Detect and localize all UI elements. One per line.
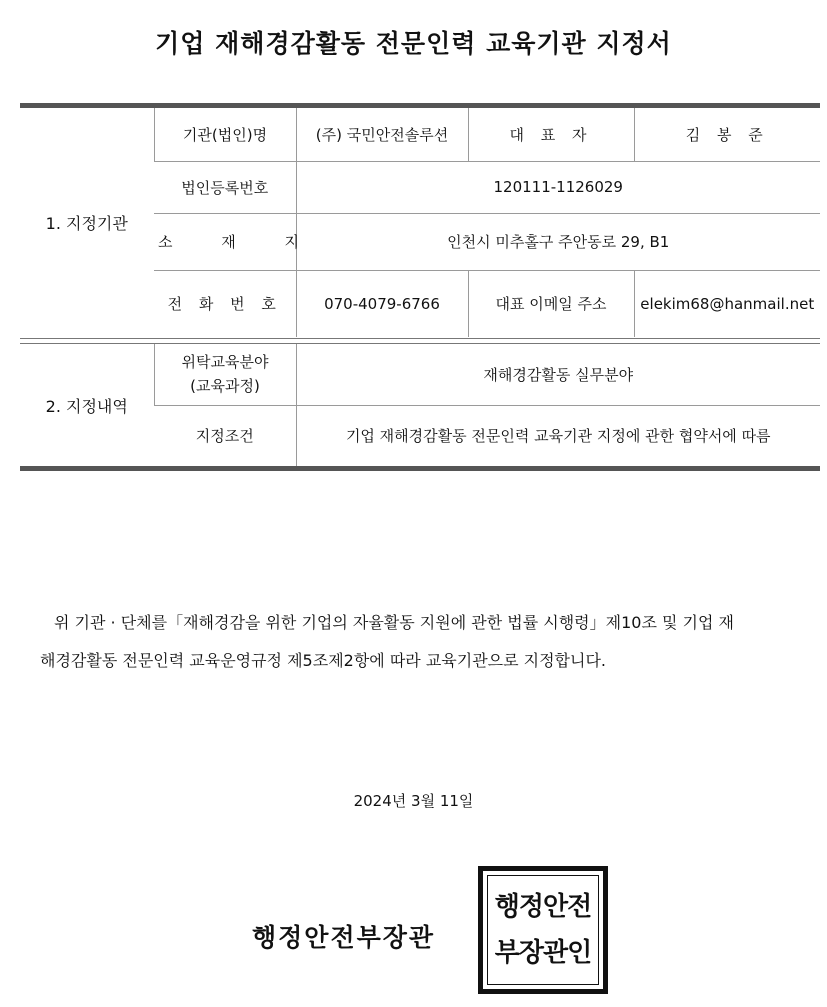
representative-label: 대 표 자	[468, 108, 634, 161]
name-value: (주) 국민안전솔루션	[296, 108, 468, 161]
designated-institution-table	[20, 108, 820, 337]
representative-value: 김 봉 준	[634, 108, 820, 161]
statement-line2: 해경감활동 전문인력 교육운영규정 제5조제2항에 따라 교육기관으로 지정합니다.	[40, 651, 607, 670]
table-row	[20, 108, 820, 161]
field-label	[154, 344, 296, 405]
condition-value: 기업 재해경감활동 전문인력 교육기관 지정에 관한 협약서에 따름	[296, 405, 820, 466]
email-value: elekim68@hanmail.net	[634, 270, 820, 337]
designation-details-table	[20, 344, 820, 466]
section-divider	[20, 338, 820, 339]
name-label: 기관(법인)명	[154, 108, 296, 161]
document-title: 기업 재해경감활동 전문인력 교육기관 지정서	[155, 29, 672, 58]
seal-line2: 부장관인	[494, 938, 592, 968]
field-label-line2: (교육과정)	[190, 377, 260, 396]
table-bottom-rule	[20, 466, 820, 471]
seal-inner-border	[487, 875, 599, 985]
field-value: 재해경감활동 실무분야	[296, 344, 820, 405]
phone-value: 070-4079-6766	[296, 270, 468, 337]
section2-label: 2. 지정내역	[45, 396, 128, 416]
regno-value: 120111-1126029	[296, 161, 820, 213]
condition-label: 지정조건	[154, 405, 296, 466]
address-value: 인천시 미추홀구 주안동로 29, B1	[296, 213, 820, 270]
address-label: 소 재 지	[154, 213, 296, 270]
official-seal	[478, 866, 608, 994]
statement-line1: 위 기관 · 단체를「재해경감을 위한 기업의 자율활동 지원에 관한 법률 시행령」제10조 및 기업 재	[54, 613, 734, 632]
regno-label: 법인등록번호	[154, 161, 296, 213]
issue-date: 2024년 3월 11일	[353, 792, 474, 810]
email-label: 대표 이메일 주소	[468, 270, 634, 337]
field-label-line1: 위탁교육분야	[181, 353, 269, 372]
signer-title: 행정안전부장관	[252, 923, 436, 952]
section1-label: 1. 지정기관	[45, 214, 128, 233]
table-row	[20, 344, 820, 405]
seal-line1: 행정안전	[494, 892, 592, 922]
designation-statement	[40, 604, 810, 680]
phone-label: 전 화 번 호	[154, 270, 296, 337]
